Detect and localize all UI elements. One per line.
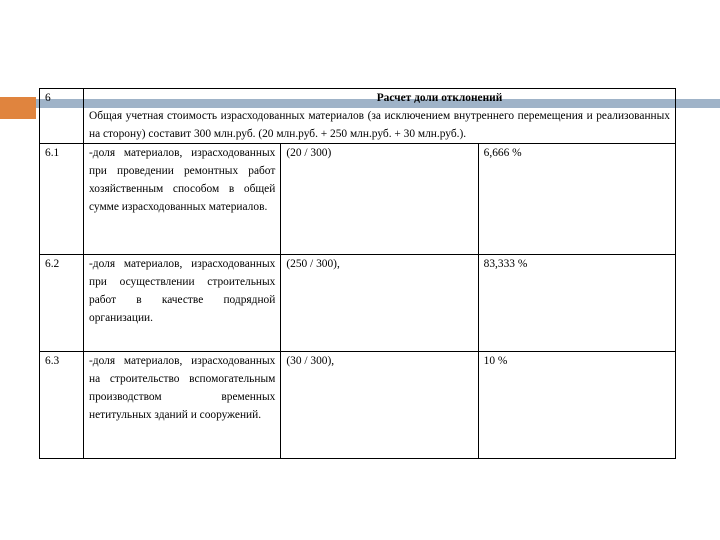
row-number: 6.1 [40,144,84,255]
table-row-6-1 [40,144,676,255]
summary-cell [84,89,676,144]
calculation-table [39,88,676,459]
table-row-6-3 [40,352,676,459]
row-description: -доля материалов, израсходованных при осуществлении строительных работ в качестве подрядной организации. [84,255,281,352]
row-result: 83,333 % [478,255,675,352]
table-row-6 [40,89,676,144]
row-calculation: (250 / 300), [281,255,478,352]
row-calculation: (30 / 300), [281,352,478,459]
row-description: -доля материалов, израсходованных при проведении ремонтных работ хозяйственным способом в общей сумме израсходованных материалов. [84,144,281,255]
row-number: 6 [40,89,84,144]
row-calculation: (20 / 300) [281,144,478,255]
row-number: 6.3 [40,352,84,459]
section-heading: Расчет доли отклонений [376,92,503,104]
decorative-square [0,97,36,119]
row-result: 6,666 % [478,144,675,255]
table-row-6-2 [40,255,676,352]
row-description: -доля материалов, израсходованных на строительство вспомогательным производством временных нетитульных зданий и сооружений. [84,352,281,459]
row-number: 6.2 [40,255,84,352]
row-result: 10 % [478,352,675,459]
summary-text: Общая учетная стоимость израсходованных материалов (за исключением внутреннего перемещения и реализованных на сторону) составит 300 млн.руб. (20 млн.руб. + 250 млн.руб. + 30 млн.руб.). [89,110,670,140]
